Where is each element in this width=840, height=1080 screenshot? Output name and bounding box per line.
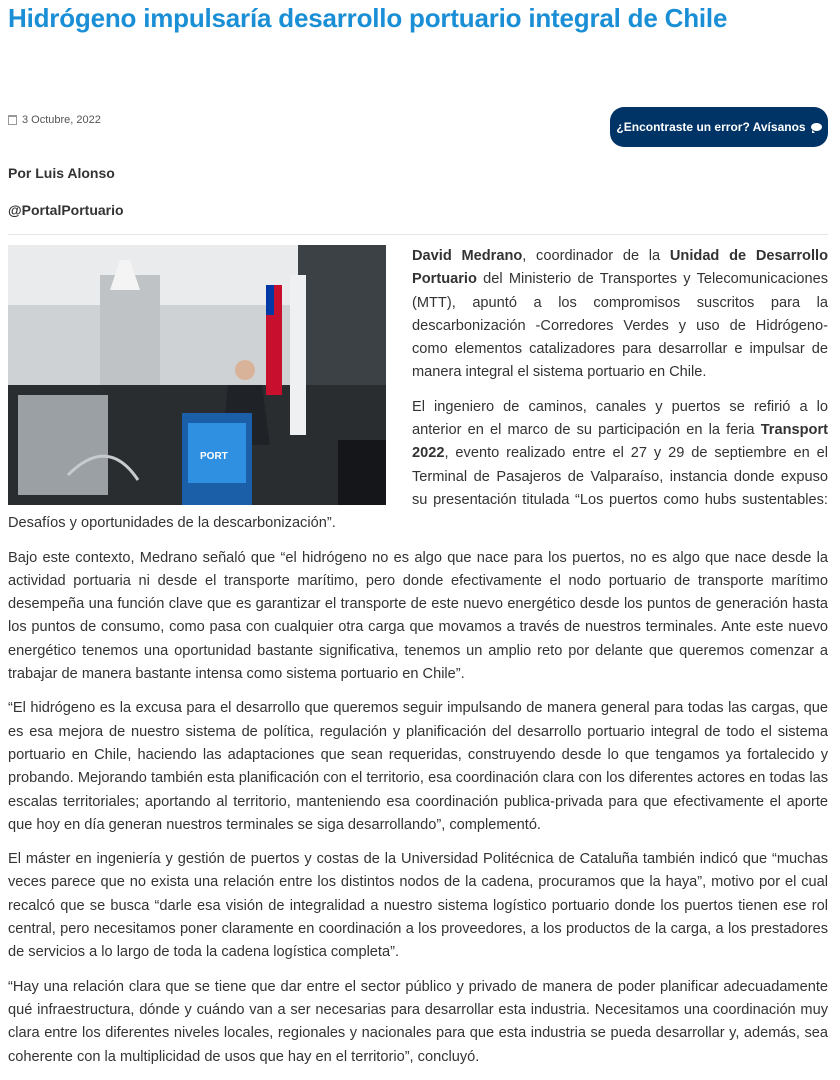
report-error-button[interactable] — [610, 107, 828, 147]
podium-label: PORT — [200, 451, 228, 462]
report-error-label: ¿Encontraste un error? Avísanos — [616, 120, 806, 134]
divider — [8, 234, 828, 235]
p1-text-a: , coordinador de la — [522, 248, 670, 264]
comment-icon — [811, 123, 822, 131]
article-photo — [8, 245, 386, 505]
p2-text-b: , evento realizado entre el 27 y 29 de septiembre en el Terminal de Pasajeros de Valparaíso, instancia donde expuso su presentación titulada “Los puertos como hubs sustentables: Desafíos y oportunidades de la descarbonización”. — [8, 445, 828, 532]
event-name: Transport 2022 — [412, 422, 828, 462]
flag-white — [290, 275, 306, 435]
speaker-at-podium-image — [8, 245, 386, 505]
author-handle: @PortalPortuario — [8, 202, 124, 218]
speaker-name: David Medrano — [412, 248, 523, 264]
paragraph-4: “El hidrógeno es la excusa para el desarrollo que queremos seguir impulsando de manera general para todas las cargas, que es esa mejora de nuestro sistema de política, regulación y planificación del desarrollo portuario integral de todo el sistema portuario en Chile, haciendo las adaptaciones que sean requeridas, construyendo desde lo que tengamos ya fortalecido y probando. Mejorando también esta planificación con el territorio, esa coordinación clara con los diferentes actores en todas las escalas territoriales; aportando al territorio, manteniendo esa coordinación publica-privada para que efectivamente el aporte que hoy en día generan nuestros terminales se siga desarrollando”, complementó. — [8, 700, 828, 833]
p2-text-a: El ingeniero de caminos, canales y puertos se refirió a lo anterior en el marco de su participación en la feria — [412, 398, 828, 439]
paragraph-3: Bajo este contexto, Medrano señaló que “el hidrógeno no es algo que nace para los puertos, no es algo que nace desde la actividad portuaria ni desde el transporte marítimo, pero donde efectivamente el nodo portuario de transporte marítimo desempeña una función clave que es garantizar el transporte de este nuevo energético desde los puntos de generación hasta los puntos de consumo, como pasa con cualquier otra carga que movamos a través de nuestros terminales. Ante este nuevo energético tenemos una oportunidad bastante significativa, tenemos un amplio reto por delante que queremos comenzar a trabajar de manera bastante intensa como sistema portuario en Chile”. — [8, 549, 828, 683]
calendar-icon — [8, 115, 17, 125]
paragraph-5: El máster en ingeniería y gestión de puertos y costas de la Universidad Politécnica de Cataluña también indicó que “muchas veces parece que no exista una relación entre los distintos nodos de la cadena, procuramos que la haya”, motivo por el cual recalcó que se busca “darle esa visión de integralidad a nuestro sistema logístico portuario donde los puertos tienen ese rol central, pero necesitamos poner claramente en coordinación a los proveedores, a los productos de la carga, a los prestadores de servicios a lo largo de toda la cadena logística completa”. — [8, 851, 828, 961]
paragraph-6: “Hay una relación clara que se tiene que dar entre el sector público y privado de manera de poder planificar adecuadamente qué infraestructura, dónde y cuándo van a ser necesarias para desarrollar esta industria. Necesitamos una coordinación muy clara entre los diferentes niveles locales, regionales y nacionales para que esta industria se pueda desarrollar y, además, sea coherente con la multiplicidad de usos que hay en el territorio”, concluyó. — [8, 978, 828, 1065]
p1-text-b: del Ministerio de Transportes y Telecomunicaciones (MTT), apuntó a los compromisos suscritos para la descarbonización -Corredores Verdes y uso de Hidrógeno- como elementos catalizadores para desarrollar e impulsar de manera integral el sistema portuario en Chile. — [412, 271, 828, 381]
speaker-head — [235, 360, 255, 380]
publish-date — [8, 114, 101, 126]
date-text: 3 Octubre, 2022 — [22, 114, 101, 126]
author-byline: Por Luis Alonso — [8, 165, 115, 181]
unit-name: Unidad de Desarrollo Portuario — [412, 248, 828, 288]
article-title: Hidrógeno impulsaría desarrollo portuario integral de Chile — [8, 3, 728, 33]
